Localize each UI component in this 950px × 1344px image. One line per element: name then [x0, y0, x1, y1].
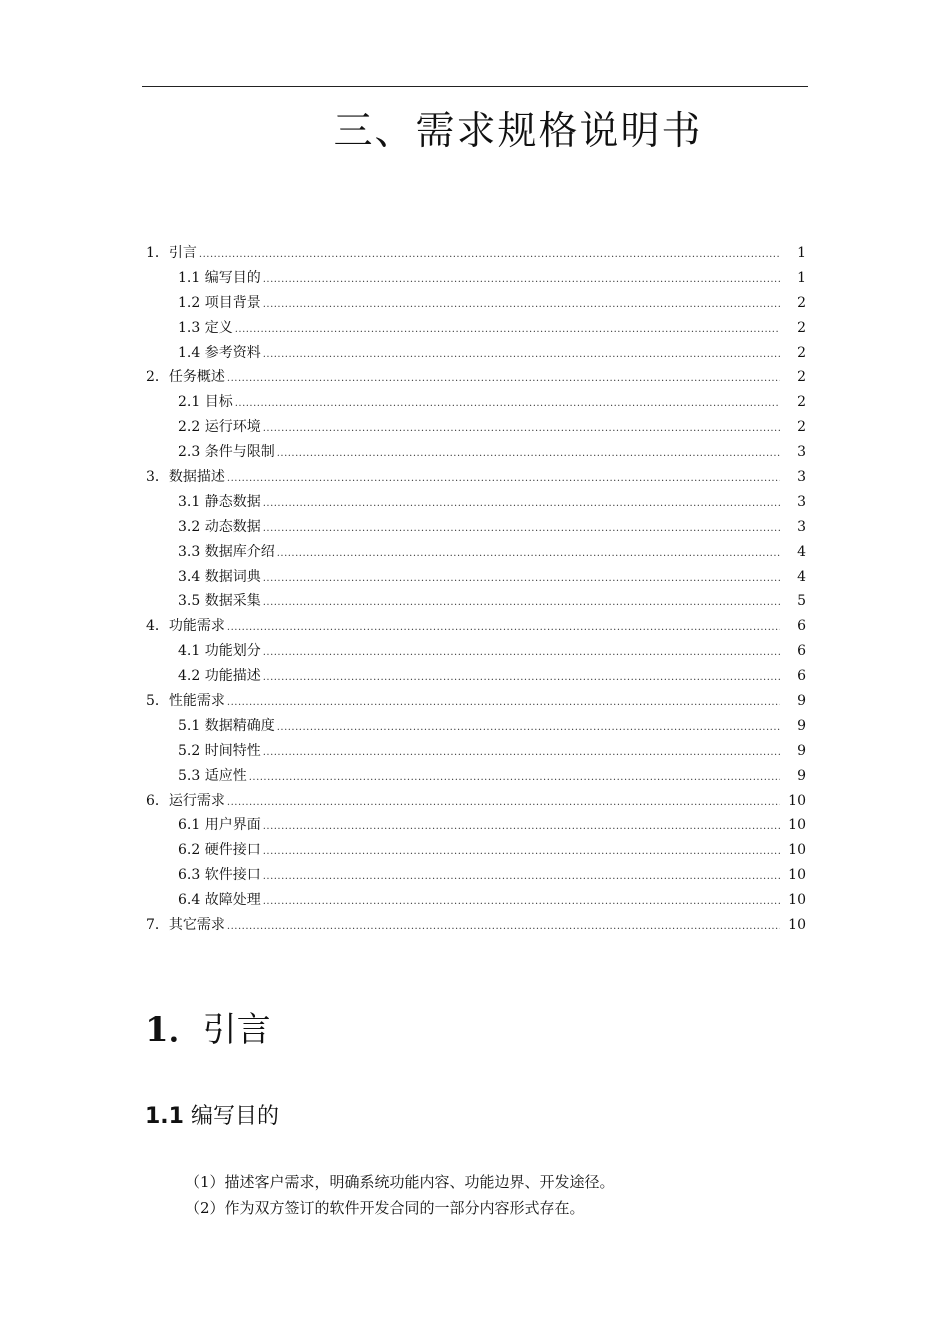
toc-entry[interactable]: [146, 365, 806, 390]
toc-entry-label: 任务概述: [168, 369, 225, 386]
toc-entry-page: 3: [797, 518, 806, 535]
toc-entry-number: 4．: [146, 618, 169, 635]
toc-entry-label: 软件接口: [204, 867, 261, 884]
section-title: 引言: [202, 1010, 271, 1050]
toc-entry-page: 1: [797, 245, 806, 261]
toc-dot-leader: [263, 343, 780, 368]
toc-entry-number: 3.5: [178, 593, 205, 610]
toc-entry-number: 1.2: [178, 294, 205, 311]
toc-entry-number: 4.1: [178, 643, 205, 660]
toc-entry-number: 6．: [146, 792, 169, 809]
toc-dot-leader: [227, 616, 780, 641]
toc-entry-label: 性能需求: [168, 693, 225, 710]
toc-entry[interactable]: [146, 589, 806, 614]
toc-entry[interactable]: [146, 764, 806, 789]
toc-entry[interactable]: [146, 565, 806, 590]
toc-dot-leader: [263, 293, 780, 318]
toc-dot-leader: [227, 367, 780, 392]
toc-entry-number: 6.4: [178, 892, 205, 909]
toc-entry[interactable]: [146, 614, 806, 639]
section-heading-1: [145, 1005, 271, 1055]
toc-entry-number: 6.2: [178, 842, 205, 859]
toc-dot-leader: [227, 915, 780, 940]
toc-dot-leader: [263, 517, 780, 542]
toc-entry[interactable]: [146, 913, 806, 938]
section-number: 1．: [145, 1010, 203, 1050]
toc-entry-label: 硬件接口: [204, 842, 261, 859]
toc-entry-page: 9: [797, 767, 806, 784]
toc-entry-number: 1.3: [178, 319, 205, 336]
toc-entry-page: 6: [797, 643, 806, 660]
toc-entry-page: 2: [797, 369, 806, 386]
toc-entry-number: 4.2: [178, 668, 205, 685]
toc-dot-leader: [263, 815, 780, 840]
section-heading-1-1: [145, 1100, 279, 1134]
toc-entry-label: 条件与限制: [204, 444, 275, 461]
paragraph-2: （2）作为双方签订的软件开发合同的一部分内容形式存在。: [185, 1199, 585, 1217]
toc-entry-label: 数据词典: [204, 568, 261, 585]
toc-dot-leader: [227, 791, 780, 816]
toc-entry-number: 5.2: [178, 742, 205, 759]
toc-entry-number: 6.3: [178, 867, 205, 884]
toc-entry-label: 动态数据: [204, 518, 261, 535]
toc-entry-number: 3．: [146, 469, 169, 486]
toc-entry[interactable]: [146, 664, 806, 689]
toc-entry-label: 用户界面: [204, 817, 261, 834]
toc-entry[interactable]: [146, 465, 806, 490]
table-of-contents: [146, 241, 806, 938]
toc-entry-label: 功能需求: [168, 618, 225, 635]
paragraph-1: （1）描述客户需求，明确系统功能内容、功能边界、开发途径。: [185, 1173, 615, 1191]
toc-entry-page: 2: [797, 394, 806, 411]
toc-entry-page: 4: [797, 543, 806, 560]
toc-entry-page: 2: [797, 344, 806, 361]
toc-entry-number: 3.1: [178, 493, 205, 510]
toc-entry-label: 时间特性: [204, 742, 261, 759]
toc-entry-number: 2.3: [178, 444, 205, 461]
subsection-title: 编写目的: [190, 1104, 279, 1129]
document-title: 三、需求规格说明书: [333, 109, 703, 154]
toc-entry-number: 2．: [146, 369, 169, 386]
toc-entry[interactable]: [146, 863, 806, 888]
toc-dot-leader: [263, 268, 780, 293]
toc-entry-page: 2: [797, 319, 806, 336]
toc-dot-leader: [263, 591, 780, 616]
toc-entry-label: 其它需求: [168, 917, 225, 934]
toc-entry-label: 数据描述: [168, 469, 225, 486]
toc-entry[interactable]: [146, 490, 806, 515]
toc-entry-label: 引言: [168, 245, 197, 261]
toc-entry-label: 适应性: [204, 767, 247, 784]
toc-entry[interactable]: [146, 266, 806, 291]
toc-dot-leader: [235, 392, 780, 417]
toc-entry[interactable]: [146, 515, 806, 540]
toc-entry[interactable]: [146, 789, 806, 814]
toc-entry-page: 10: [788, 867, 806, 884]
toc-entry-number: 3.4: [178, 568, 205, 585]
toc-entry-label: 功能描述: [204, 668, 261, 685]
toc-entry-page: 10: [788, 842, 806, 859]
toc-entry[interactable]: [146, 415, 806, 440]
toc-dot-leader: [249, 766, 780, 791]
toc-entry[interactable]: [146, 241, 806, 266]
toc-entry[interactable]: [146, 739, 806, 764]
toc-entry-label: 数据采集: [204, 593, 261, 610]
toc-entry-number: 5.3: [178, 767, 205, 784]
toc-entry[interactable]: [146, 540, 806, 565]
toc-dot-leader: [227, 691, 780, 716]
toc-entry-label: 运行需求: [168, 792, 225, 809]
toc-entry-label: 目标: [204, 394, 233, 411]
toc-entry-page: 4: [797, 568, 806, 585]
toc-entry-page: 6: [797, 668, 806, 685]
toc-entry-number: 1．: [146, 245, 169, 261]
toc-entry-label: 数据库介绍: [204, 543, 275, 560]
toc-entry-page: 1: [797, 269, 806, 286]
toc-entry-page: 9: [797, 717, 806, 734]
toc-dot-leader: [263, 417, 780, 442]
toc-entry[interactable]: [146, 888, 806, 913]
toc-entry-label: 故障处理: [204, 892, 261, 909]
toc-entry-label: 参考资料: [204, 344, 261, 361]
toc-entry-label: 运行环境: [204, 419, 261, 436]
toc-entry-page: 3: [797, 493, 806, 510]
toc-dot-leader: [199, 243, 780, 268]
toc-entry-number: 3.3: [178, 543, 205, 560]
toc-entry-page: 6: [797, 618, 806, 635]
toc-entry[interactable]: [146, 689, 806, 714]
toc-entry-page: 9: [797, 693, 806, 710]
toc-dot-leader: [263, 865, 780, 890]
toc-entry-number: 2.2: [178, 419, 205, 436]
toc-entry-number: 1.1: [178, 269, 205, 286]
toc-entry-page: 3: [797, 469, 806, 486]
toc-dot-leader: [263, 666, 780, 691]
toc-entry-label: 静态数据: [204, 493, 261, 510]
toc-entry-label: 数据精确度: [204, 717, 275, 734]
toc-entry-number: 3.2: [178, 518, 205, 535]
toc-entry-label: 编写目的: [204, 269, 261, 286]
toc-entry[interactable]: [146, 390, 806, 415]
toc-entry[interactable]: [146, 440, 806, 465]
toc-dot-leader: [277, 716, 780, 741]
toc-dot-leader: [263, 840, 780, 865]
toc-dot-leader: [263, 567, 780, 592]
header-rule: [142, 86, 808, 87]
toc-dot-leader: [263, 890, 780, 915]
toc-entry-page: 10: [788, 892, 806, 909]
toc-entry-page: 10: [788, 792, 806, 809]
toc-entry[interactable]: [146, 714, 806, 739]
toc-entry-label: 项目背景: [204, 294, 261, 311]
toc-entry-page: 9: [797, 742, 806, 759]
toc-dot-leader: [227, 467, 780, 492]
toc-entry[interactable]: [146, 813, 806, 838]
toc-entry-number: 5．: [146, 693, 169, 710]
toc-entry-number: 6.1: [178, 817, 205, 834]
toc-entry-page: 2: [797, 294, 806, 311]
toc-entry-number: 1.4: [178, 344, 205, 361]
toc-dot-leader: [235, 318, 780, 343]
toc-entry-page: 10: [788, 817, 806, 834]
toc-entry-page: 5: [797, 593, 806, 610]
toc-entry-number: 2.1: [178, 394, 205, 411]
toc-dot-leader: [277, 442, 780, 467]
toc-entry-number: 5.1: [178, 717, 205, 734]
toc-entry-page: 3: [797, 444, 806, 461]
toc-dot-leader: [263, 741, 780, 766]
toc-entry[interactable]: [146, 838, 806, 863]
toc-entry-label: 功能划分: [204, 643, 261, 660]
toc-entry[interactable]: [146, 341, 806, 366]
toc-dot-leader: [263, 641, 780, 666]
toc-dot-leader: [277, 542, 780, 567]
toc-entry-page: 10: [788, 917, 806, 934]
toc-entry[interactable]: [146, 291, 806, 316]
toc-entry-page: 2: [797, 419, 806, 436]
toc-entry-number: 7．: [146, 917, 169, 934]
toc-dot-leader: [263, 492, 780, 517]
subsection-number: 1.1: [145, 1104, 184, 1129]
toc-entry[interactable]: [146, 639, 806, 664]
toc-entry[interactable]: [146, 316, 806, 341]
toc-entry-label: 定义: [204, 319, 233, 336]
